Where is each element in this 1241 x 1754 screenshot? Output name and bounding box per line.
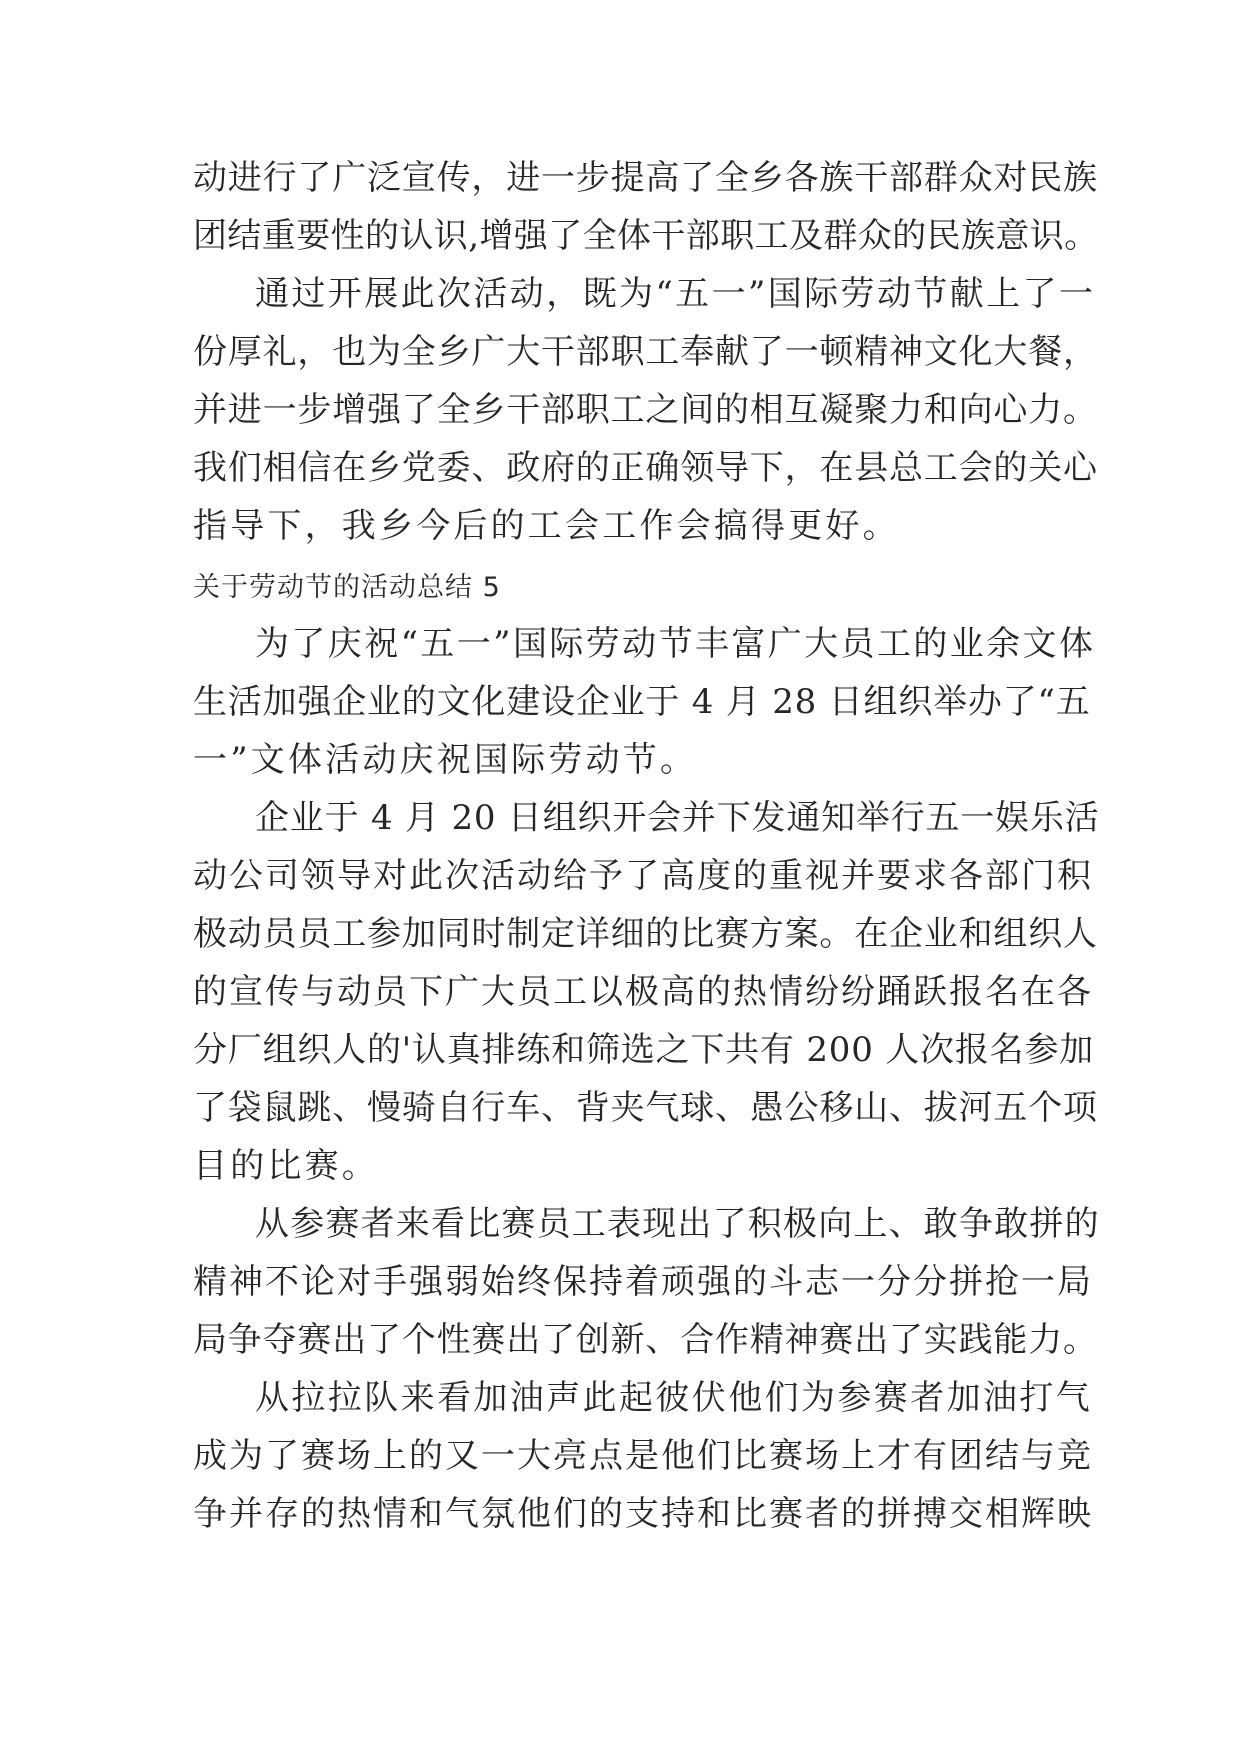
- text-line: 精神不论对手强弱始终保持着顽强的斗志一分分拼抢一局: [193, 1262, 1093, 1302]
- paragraph-first-line: 为了庆祝“五一”国际劳动节丰富广大员工的业余文体: [255, 624, 1096, 664]
- text-line: 的宣传与动员下广大员工以极高的热情纷纷踊跃报名在各: [193, 972, 1093, 1012]
- text-line: 目的比赛。: [193, 1146, 379, 1186]
- paragraph-first-line: 通过开展此次活动，既为“五一”国际劳动节献上了一: [255, 274, 1096, 314]
- text-line: 极动员员工参加同时制定详细的比赛方案。在企业和组织人: [193, 914, 1098, 954]
- text-line: 动进行了广泛宣传，进一步提高了全乡各族干部群众对民族: [193, 158, 1098, 198]
- section-heading: 关于劳动节的活动总结 5: [193, 572, 501, 603]
- text-line: 争并存的热情和气氛他们的支持和比赛者的拼搏交相辉映: [193, 1494, 1093, 1534]
- text-line: 一”文体活动庆祝国际劳动节。: [193, 740, 698, 780]
- paragraph-first-line: 企业于 4 月 20 日组织开会并下发通知举行五一娱乐活: [255, 798, 1100, 838]
- text-line: 局争夺赛出了个性赛出了创新、合作精神赛出了实践能力。: [193, 1320, 1098, 1360]
- text-line: 成为了赛场上的又一大亮点是他们比赛场上才有团结与竞: [193, 1436, 1093, 1476]
- text-line: 我们相信在乡党委、政府的正确领导下，在县总工会的关心: [193, 448, 1098, 488]
- text-line: 分厂组织人的'认真排练和筛选之下共有 200 人次报名参加: [193, 1030, 1095, 1070]
- text-line: 指导下，我乡今后的工会工作会搞得更好。: [193, 506, 900, 546]
- text-line: 份厚礼，也为全乡广大干部职工奉献了一顿精神文化大餐，: [193, 332, 1098, 372]
- paragraph-first-line: 从参赛者来看比赛员工表现出了积极向上、敢争敢拼的: [255, 1204, 1100, 1244]
- text-line: 生活加强企业的文化建设企业于 4 月 28 日组织举办了“五: [193, 682, 1091, 722]
- text-line: 团结重要性的认识,增强了全体干部职工及群众的民族意识。: [193, 216, 1099, 256]
- text-line: 动公司领导对此次活动给予了高度的重视并要求各部门积: [193, 856, 1093, 896]
- text-line: 了袋鼠跳、慢骑自行车、背夹气球、愚公移山、拔河五个项: [193, 1088, 1098, 1128]
- paragraph-first-line: 从拉拉队来看加油声此起彼伏他们为参赛者加油打气: [255, 1378, 1093, 1418]
- text-line: 并进一步增强了全乡干部职工之间的相互凝聚力和向心力。: [193, 390, 1098, 430]
